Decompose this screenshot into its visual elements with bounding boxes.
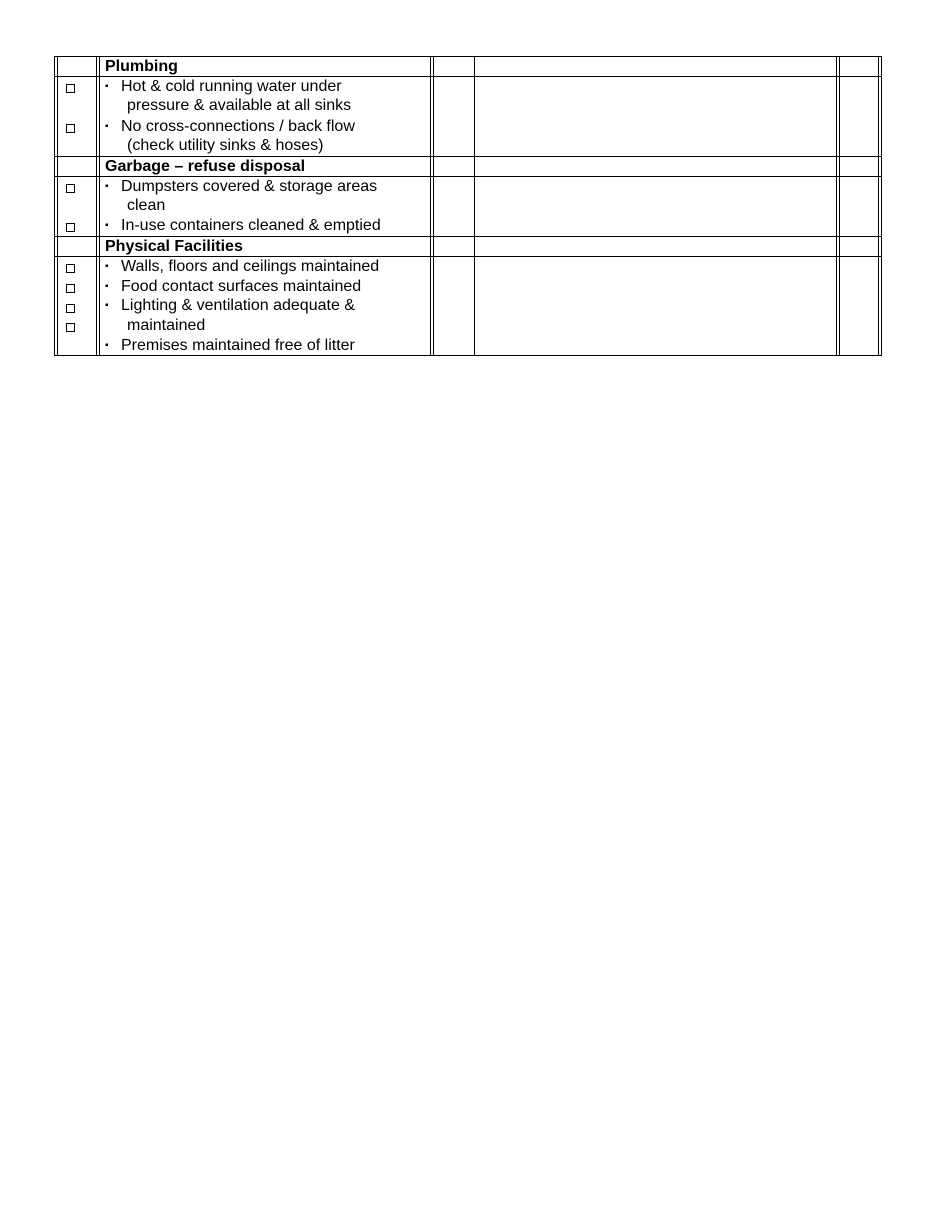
column-divider — [99, 56, 100, 356]
checkbox[interactable] — [66, 264, 75, 273]
item-text-continued: (check utility sinks & hoses) — [127, 137, 324, 154]
column-divider — [430, 56, 431, 356]
section-heading-plumbing: Plumbing — [105, 58, 178, 75]
section-heading-physical-facilities: Physical Facilities — [105, 238, 243, 255]
checklist-item — [105, 257, 379, 276]
table-border-top — [54, 56, 882, 57]
bullet-icon: ▪ — [105, 300, 109, 311]
table-border-bottom — [54, 355, 882, 356]
column-divider — [836, 56, 837, 356]
item-text: Food contact surfaces maintained — [121, 278, 362, 295]
item-text-continued: pressure & available at all sinks — [127, 97, 352, 114]
item-text: In-use containers cleaned & emptied — [121, 217, 381, 234]
checkbox[interactable] — [66, 284, 75, 293]
item-text: Premises maintained free of litter — [121, 337, 355, 354]
item-text-continued: maintained — [127, 317, 206, 334]
bullet-icon: ▪ — [105, 261, 109, 272]
bullet-icon: ▪ — [105, 281, 109, 292]
bullet-icon: ▪ — [105, 81, 109, 92]
bullet-icon: ▪ — [105, 220, 109, 231]
column-divider — [839, 56, 840, 356]
column-divider — [474, 56, 475, 356]
section-heading-garbage: Garbage – refuse disposal — [105, 158, 306, 175]
table-border-left — [54, 56, 55, 356]
column-divider — [96, 56, 97, 356]
inspection-checklist-table — [54, 56, 882, 356]
checkbox[interactable] — [66, 84, 75, 93]
checklist-item — [105, 336, 355, 355]
checklist-item — [105, 117, 355, 136]
table-border-right — [881, 56, 882, 356]
checkbox[interactable] — [66, 124, 75, 133]
item-text-continued: clean — [127, 197, 166, 214]
table-border-left-inner — [57, 56, 58, 356]
checkbox[interactable] — [66, 184, 75, 193]
checklist-item — [105, 296, 355, 315]
item-text: Hot & cold running water under — [121, 78, 342, 95]
bullet-icon: ▪ — [105, 340, 109, 351]
checkbox[interactable] — [66, 323, 75, 332]
column-divider — [433, 56, 434, 356]
checkbox[interactable] — [66, 223, 75, 232]
table-border-right-inner — [878, 56, 879, 356]
checklist-item — [105, 77, 342, 96]
item-text: Lighting & ventilation adequate & — [121, 297, 355, 314]
item-text: No cross-connections / back flow — [121, 118, 355, 135]
item-text: Walls, floors and ceilings maintained — [121, 258, 380, 275]
checkbox[interactable] — [66, 304, 75, 313]
checklist-item — [105, 177, 377, 196]
bullet-icon: ▪ — [105, 181, 109, 192]
checklist-item — [105, 216, 381, 235]
item-text: Dumpsters covered & storage areas — [121, 178, 378, 195]
checklist-item — [105, 277, 361, 296]
bullet-icon: ▪ — [105, 121, 109, 132]
